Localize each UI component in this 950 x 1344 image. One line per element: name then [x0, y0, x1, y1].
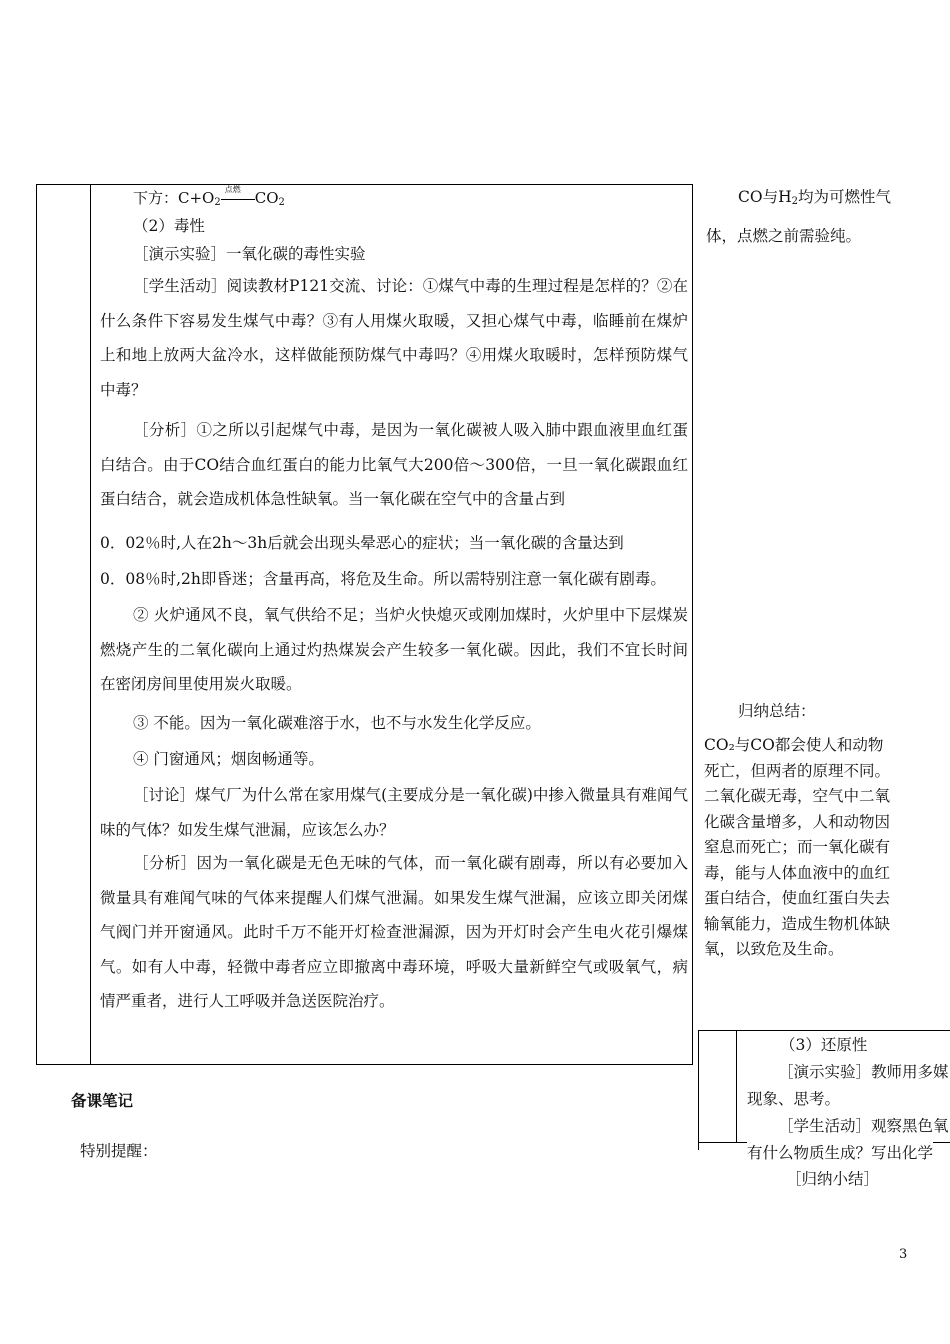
summary-line: 毒，能与人体血液中的血红 — [704, 863, 891, 882]
notes-title: 备课笔记 — [71, 1091, 134, 1110]
summary-line: 输氧能力，造成生物机体缺 — [704, 914, 891, 933]
special-reminder: 特别提醒： — [80, 1142, 158, 1160]
summary-line: 窒息而死亡；而一氧化碳有 — [704, 838, 891, 856]
analysis-2: ② 火炉通风不良，氧气供给不足；当炉火快熄灭或刚加煤时，火炉里中下层煤炭燃烧产生的二氧化碳向上通过灼热煤炭会产生较多一氧化碳。因此，我们不宜长时间在密闭房间里使用炭火取暖。 — [100, 606, 688, 693]
lower-table-left — [698, 1030, 699, 1150]
table-border-bottom — [36, 1064, 693, 1065]
summary-line: 化碳含量增多，人和动物因 — [704, 812, 891, 831]
summary-line: 二氧化碳无毒，空气中二氧 — [704, 787, 891, 805]
heading-toxicity: （2）毒性 — [133, 217, 205, 235]
reaction-arrow: 点燃 — [221, 188, 255, 206]
student-activity-2: ［学生活动］观察黑色氧 — [778, 1117, 949, 1135]
analysis-5: ［分析］因为一氧化碳是无色无味的气体，而一氧化碳有剧毒，所以有必要加入微量具有难闻气味的气体来提醒人们煤气泄漏。如果发生煤气泄漏，应该立即关闭煤气阀门并开窗通风。此时千万不能开灯检查泄漏源，因为开灯时会产生电火花引爆煤气。如有人中毒，轻微中毒者应立即撤离中毒环境，呼吸大量新鲜空气或吸氧气，病情严重者，进行人工呼吸并急送医院治疗。 — [100, 854, 688, 1010]
table-border-left — [36, 184, 37, 1065]
summary-title: 归纳总结： — [738, 702, 816, 720]
analysis-1-line-4: 0．02％时,人在2h～3h后就会出现头晕恶心的症状；当一氧化碳的含量达到 — [100, 534, 624, 552]
combustion-equation: 下方：$C+O_2$ 点燃 $CO_2$ — [133, 185, 285, 208]
student-activity: ［学生活动］阅读教材P121交流、讨论：①煤气中毒的生理过程是怎样的？②在什么条件下容易发生煤气中毒？③有人用煤火取暖，又担心煤气中毒，临睡前在煤炉上和地上放两大盆冷水，这样做能预防煤气中毒吗？④用煤火取暖时，怎样预防煤气中毒？ — [100, 277, 688, 399]
page-number: 3 — [899, 1247, 908, 1262]
analysis-1-line-5: 0．08％时,2h即昏迷；含量再高，将危及生命。所以需特别注意一氧化碳有剧毒。 — [100, 570, 666, 588]
summary-line: 蛋白结合，使血红蛋白失去 — [704, 889, 891, 907]
summary-2: ［归纳小结］ — [786, 1170, 880, 1188]
lower-table-divider — [736, 1030, 737, 1143]
demo-2-line-2: 现象、思考。 — [747, 1090, 841, 1108]
table-column-divider — [90, 184, 91, 1065]
table-border-right — [692, 184, 693, 1065]
summary-text — [704, 733, 890, 963]
analysis-3: ③ 不能。因为一氧化碳难溶于水，也不与水发生化学反应。 — [133, 714, 541, 732]
side-note-flammable: CO与$H_2$均为可燃性气 — [738, 188, 891, 207]
side-note-flammable-line2: 体，点燃之前需验纯。 — [706, 227, 862, 245]
discussion: ［讨论］煤气厂为什么常在家用煤气(主要成分是一氧化碳)中掺入微量具有难闻气味的气体？如发生煤气泄漏，应该怎么办？ — [100, 786, 688, 839]
demo-2: ［演示实验］教师用多媒 — [778, 1063, 949, 1081]
summary-line: 死亡，但两者的原理不同。 — [704, 761, 891, 780]
summary-line: 氧，以致危及生命。 — [704, 940, 844, 958]
student-activity-2-line-2: 有什么物质生成？写出化学 — [747, 1144, 934, 1162]
analysis-1: ［分析］①之所以引起煤气中毒，是因为一氧化碳被人吸入肺中跟血液里血红蛋白结合。由于CO结合血红蛋白的能力比氧气大200倍～300倍，一旦一氧化碳跟血红蛋白结合，就会造成机体急性缺氧。当一氧化碳在空气中的含量占到 — [100, 421, 688, 508]
analysis-4: ④ 门窗通风；烟囱畅通等。 — [133, 750, 324, 768]
demo-experiment: ［演示实验］一氧化碳的毒性实验 — [133, 245, 366, 263]
summary-line: CO₂与CO都会使人和动物 — [704, 736, 884, 754]
reduction-heading: （3）还原性 — [780, 1036, 868, 1054]
